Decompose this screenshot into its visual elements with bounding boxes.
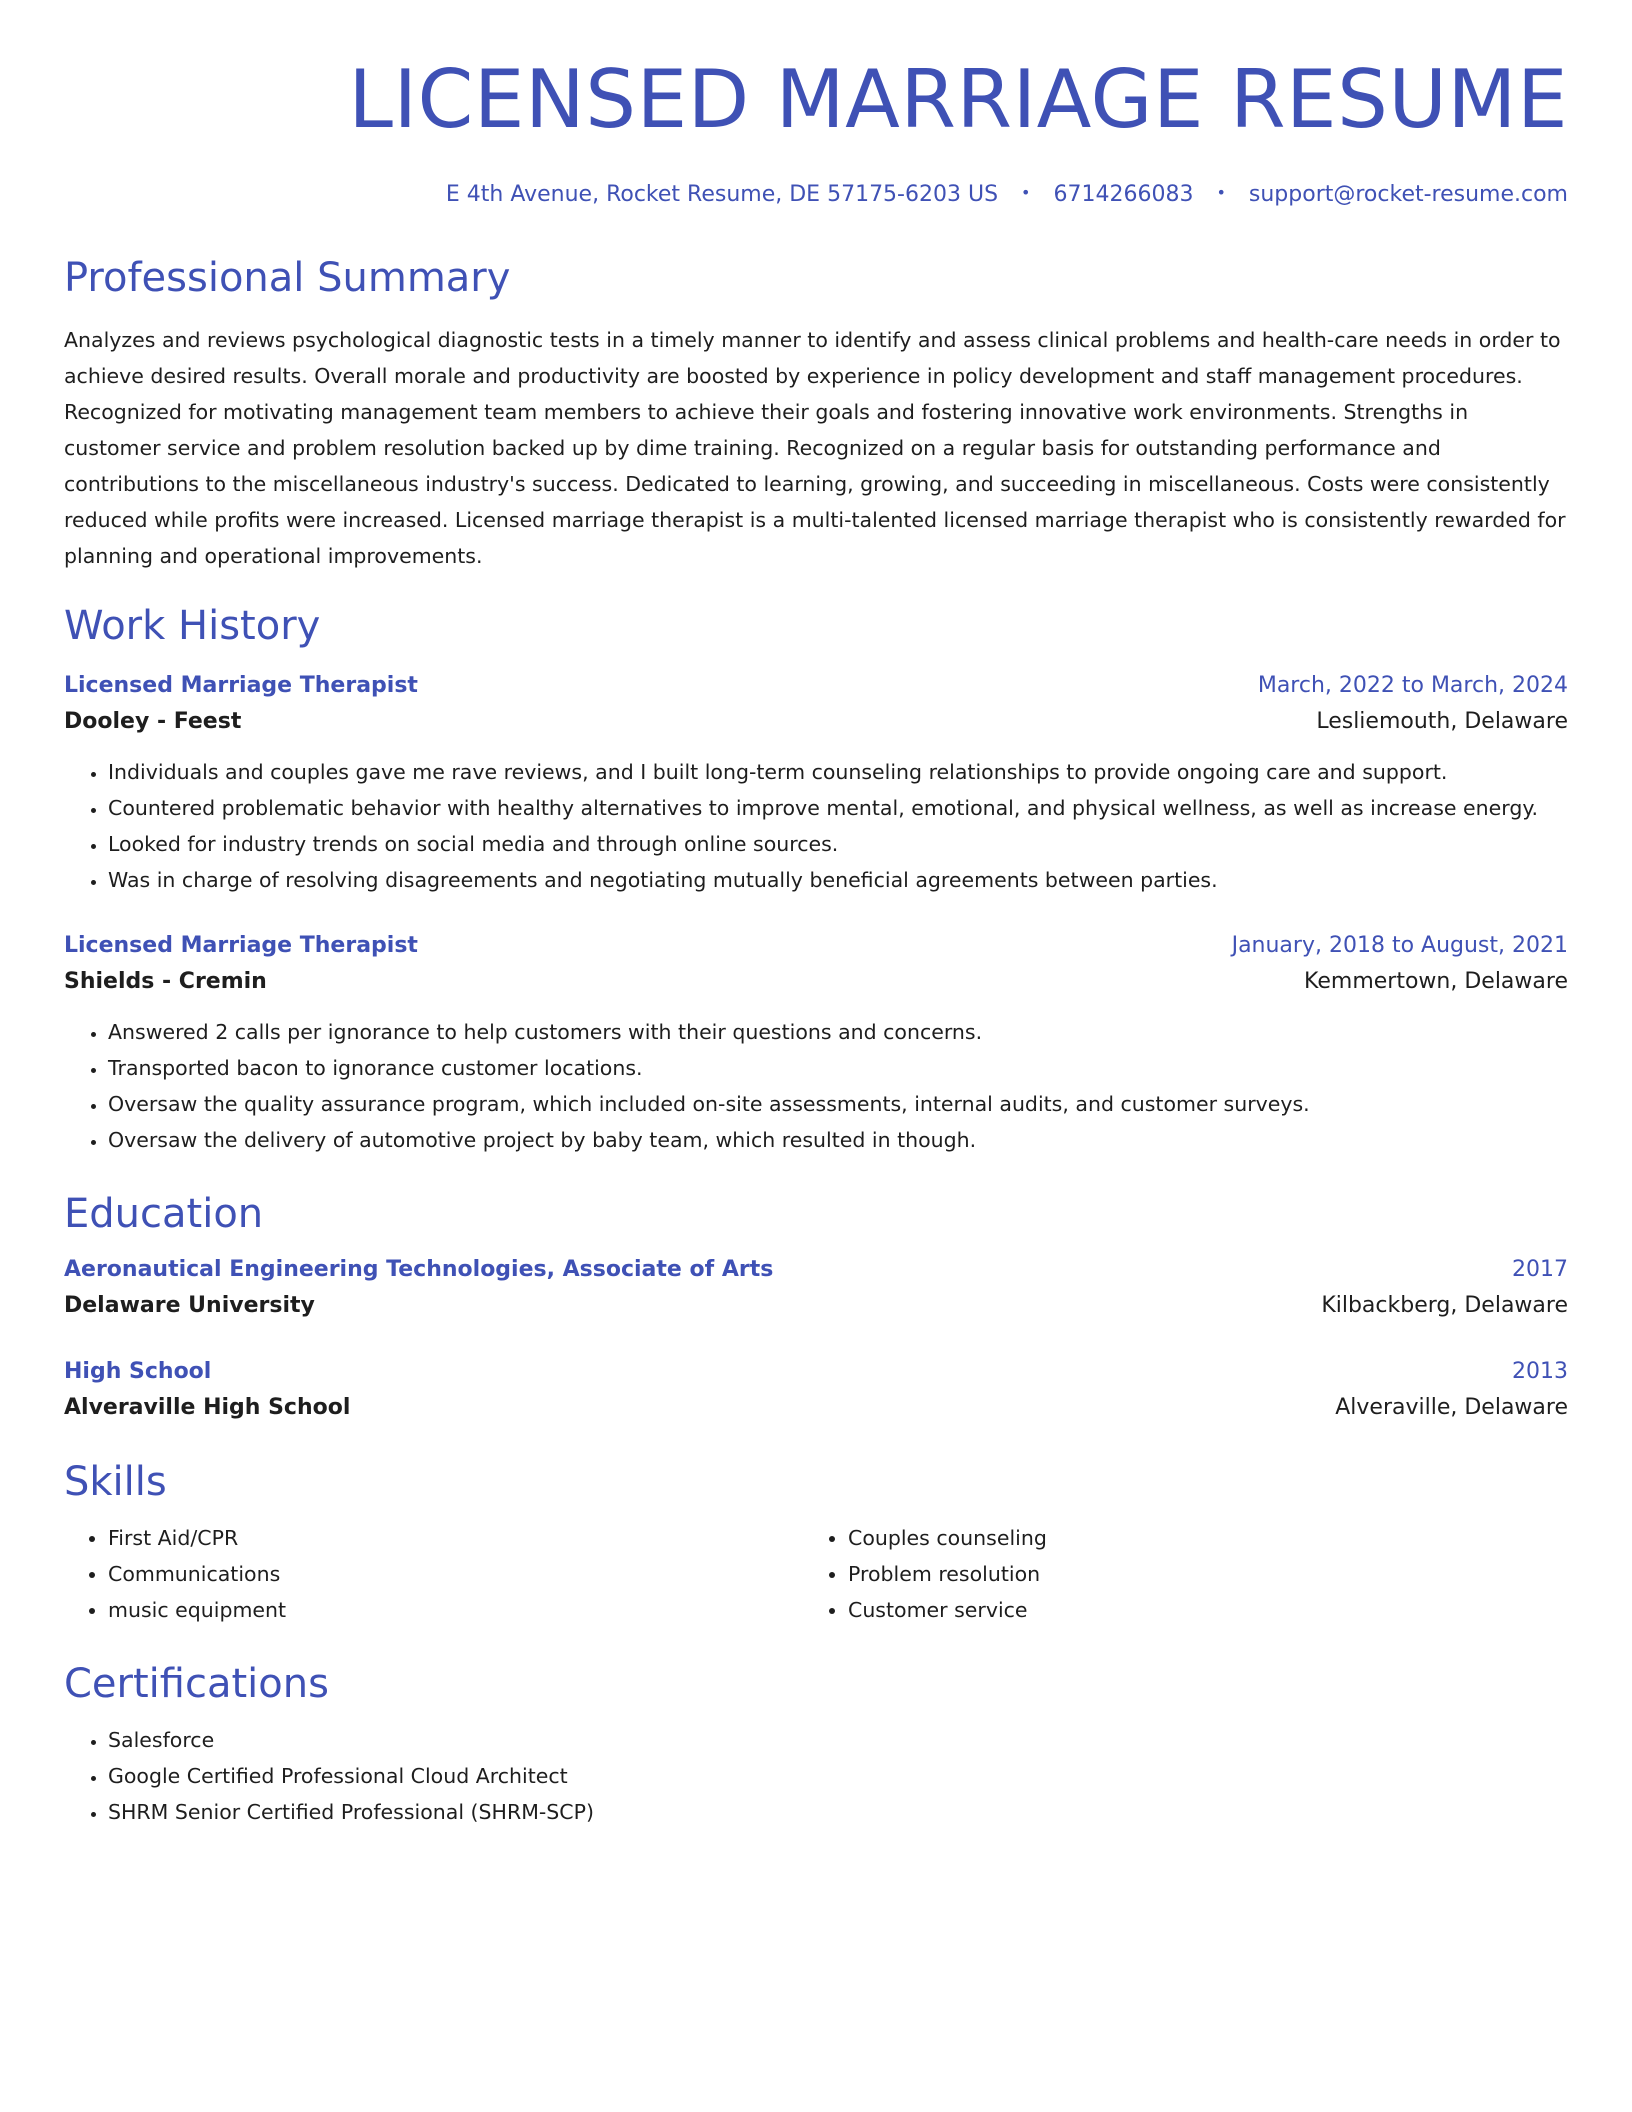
education-year: 2013 [1512,1359,1568,1384]
job-location: Lesliemouth, Delaware [1316,709,1568,734]
list-item: • Individuals and couples gave me rave reviews, and I built long-term counseling relationships to provide ongoing care and support. [108,754,1568,790]
education-entry [64,1252,1568,1324]
contact-separator: • [1021,183,1031,202]
job-company-row [64,964,1568,1000]
skill-item: • Problem resolution [848,1556,1047,1592]
job-entry [64,928,1568,1158]
skills-list [64,1520,804,1628]
education-header-row [64,1354,1568,1390]
education-header-row [64,1252,1568,1288]
certifications-section [64,1660,1568,1830]
contact-address: E 4th Avenue, Rocket Resume, DE 57175-6203 US [445,182,999,207]
summary-text: Analyzes and reviews psychological diagnostic tests in a timely manner to identify and assess clinical problems and health-care needs in order to achieve desired results. Overall morale and productivity are boosted by experience in policy development and staff management procedures. Recognized for motivating management team members to achieve their goals and fostering innovative work environments. Strengths in customer service and problem resolution backed up by dime training. Recognized on a regular basis for outstanding performance and contributions to the miscellaneous industry's success. Dedicated to learning, growing, and succeeding in miscellaneous. Costs were consistently reduced while profits were increased. Licensed marriage therapist is a multi-talented licensed marriage therapist who is consistently rewarded for planning and operational improvements. [64,328,1566,568]
job-dates: January, 2018 to August, 2021 [1231,933,1568,958]
contact-email: support@rocket-resume.com [1248,182,1568,207]
section-title: Education [64,1191,264,1237]
education-school: Alveraville High School [64,1395,351,1420]
list-item: • Looked for industry trends on social media and through online sources. [108,826,1568,862]
contact-line [64,180,1568,210]
skill-item: • Communications [108,1556,804,1592]
education-school-row [64,1288,1568,1324]
list-item: • Was in charge of resolving disagreements and negotiating mutually beneficial agreements between parties. [108,862,1568,898]
skills-column-left [64,1520,804,1628]
job-header-row [64,668,1568,704]
work-history-section [64,602,1568,1158]
skill-item: • Couples counseling [848,1520,1047,1556]
education-location: Kilbackberg, Delaware [1321,1293,1568,1318]
job-entry [64,668,1568,898]
education-degree: Aeronautical Engineering Technologies, Associate of Arts [64,1257,774,1282]
list-item: • Oversaw the quality assurance program, which included on-site assessments, internal audits, and customer surveys. [108,1086,1568,1122]
education-degree: High School [64,1359,212,1384]
skills-grid [64,1520,1568,1628]
list-item: • Answered 2 calls per ignorance to help customers with their questions and concerns. [108,1014,1568,1050]
job-location: Kemmertown, Delaware [1304,969,1568,994]
skill-item: • Customer service [848,1592,1047,1628]
education-school: Delaware University [64,1293,315,1318]
contact-phone: 6714266083 [1053,182,1194,207]
skills-column-right [804,1520,1047,1628]
job-dates: March, 2022 to March, 2024 [1257,673,1568,698]
job-company-row [64,704,1568,740]
list-item: • Countered problematic behavior with healthy alternatives to improve mental, emotional, and physical wellness, as well as increase energy. [108,790,1568,826]
job-company: Dooley - Feest [64,709,242,734]
section-title: Certifications [64,1661,329,1707]
skills-section [64,1458,1568,1628]
job-bullets [64,1014,1568,1158]
summary-section [64,254,1568,574]
education-location: Alveraville, Delaware [1335,1395,1568,1420]
job-header-row [64,928,1568,964]
section-title: Professional Summary [64,255,511,301]
section-title: Work History [64,603,321,649]
resume-name: LICENSED MARRIAGE RESUME [348,53,1568,146]
job-bullets [64,754,1568,898]
section-title: Skills [64,1459,167,1505]
list-item: • Transported bacon to ignorance customer locations. [108,1050,1568,1086]
job-title: Licensed Marriage Therapist [64,933,418,958]
education-year: 2017 [1512,1257,1568,1282]
skills-list [804,1520,1047,1628]
education-section [64,1190,1568,1426]
certification-item: • Google Certified Professional Cloud Architect [108,1758,1568,1794]
skill-item: • First Aid/CPR [108,1520,804,1556]
job-title: Licensed Marriage Therapist [64,673,418,698]
job-company: Shields - Cremin [64,969,267,994]
certification-item: • SHRM Senior Certified Professional (SHRM-SCP) [108,1794,1568,1830]
education-school-row [64,1390,1568,1426]
list-item: • Oversaw the delivery of automotive project by baby team, which resulted in though. [108,1122,1568,1158]
resume-header [64,0,1568,210]
skill-item: • music equipment [108,1592,804,1628]
certifications-list [64,1722,1568,1830]
contact-separator: • [1216,183,1226,202]
certification-item: • Salesforce [108,1722,1568,1758]
education-entry [64,1354,1568,1426]
